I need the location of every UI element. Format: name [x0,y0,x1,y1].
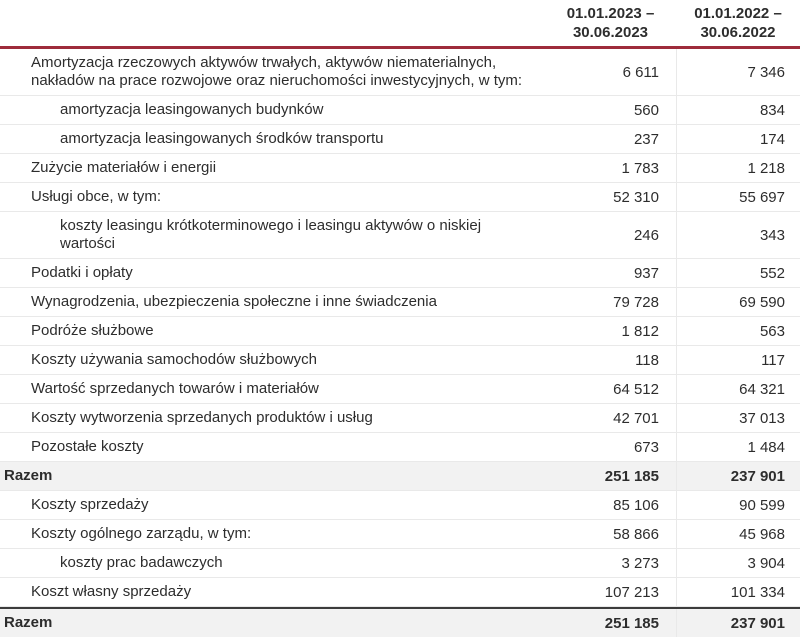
row-value-2023: 246 [633,226,659,244]
table-row [0,96,800,125]
row-value-2022: 37 013 [676,404,800,432]
row-value-2022: 3 904 [676,549,800,577]
row-label: Podatki i opłaty [31,264,133,281]
row-value-2023: 107 213 [604,583,659,601]
row-label: Pozostałe koszty [31,438,144,455]
row-value-2023: 673 [633,438,659,456]
row-value-2022: 174 [676,125,800,153]
row-label: koszty prac badawczych [60,554,223,571]
period-2023-line2: 30.06.2023 [572,24,649,41]
row-label: amortyzacja leasingowanych budynków [60,101,324,118]
row-value-2022: 90 599 [676,491,800,519]
table-row [0,288,800,317]
row-label: Podróże służbowe [31,322,154,339]
row-label: Usługi obce, w tym: [31,188,162,205]
row-label: Koszt własny sprzedaży [31,583,192,600]
row-value-2023: 6 611 [622,63,659,81]
row-value-2022: 55 697 [676,183,800,211]
row-value-2023: 58 866 [613,525,659,543]
row-value-2023: 937 [633,264,659,282]
row-value-2023: 251 185 [604,614,659,632]
table-row [0,346,800,375]
table-header-row [0,0,800,49]
row-value-2023: 3 273 [621,554,659,572]
table-row [0,520,800,549]
row-value-2023: 42 701 [613,409,659,427]
row-value-2022: 834 [676,96,800,124]
table-row [0,125,800,154]
table-row [0,154,800,183]
row-label: Koszty ogólnego zarządu, w tym: [31,525,252,542]
row-label: Koszty sprzedaży [31,496,149,513]
row-value-2022: 45 968 [676,520,800,548]
table-row [0,549,800,578]
row-label: Wartość sprzedanych towarów i materiałów [31,380,319,397]
row-label: Amortyzacja rzeczowych aktywów trwałych, aktywów niematerialnych, nakładów na prace rozwojowe oraz nieruchomości inwestycyjnych, w tym: [31,54,523,89]
table-row [0,183,800,212]
row-value-2023: 118 [635,351,659,369]
row-value-2022: 101 334 [676,578,800,606]
period-2022-line2: 30.06.2022 [700,24,776,41]
row-value-2023: 251 185 [604,467,659,485]
column-header-period-2022 [676,0,800,46]
row-value-2022: 1 484 [676,433,800,461]
row-label: Razem [4,614,53,631]
row-value-2022: 237 901 [676,462,800,490]
table-row [0,259,800,288]
row-value-2022: 64 321 [676,375,800,403]
table-row [0,433,800,462]
column-header-period-2023 [545,0,676,46]
row-value-2022: 237 901 [676,609,800,637]
table-body [0,49,800,637]
table-row [0,375,800,404]
row-label: Zużycie materiałów i energii [31,159,217,176]
row-label: koszty leasingu krótkoterminowego i leasingu aktywów o niskiej wartości [60,217,482,252]
row-value-2023: 52 310 [613,188,659,206]
row-value-2022: 69 590 [676,288,800,316]
table-row [0,491,800,520]
row-value-2023: 1 812 [621,322,659,340]
row-label: Koszty wytworzenia sprzedanych produktów i usług [31,409,373,426]
row-label: Razem [4,467,53,484]
table-row [0,49,800,96]
table-row [0,404,800,433]
row-value-2023: 85 106 [613,496,659,514]
row-value-2023: 1 783 [621,159,659,177]
table-row [0,317,800,346]
period-2022-line1: 01.01.2022 – [694,5,782,22]
header-empty-cell [0,0,545,46]
row-value-2023: 237 [633,130,659,148]
row-value-2022: 7 346 [676,49,800,95]
period-2023-line1: 01.01.2023 – [566,5,655,22]
row-value-2023: 560 [633,101,659,119]
row-value-2022: 343 [676,212,800,258]
row-label: Wynagrodzenia, ubezpieczenia społeczne i inne świadczenia [31,293,437,310]
table-row [0,212,800,259]
row-value-2022: 552 [676,259,800,287]
row-value-2023: 64 512 [613,380,659,398]
table-row [0,462,800,491]
table-row [0,578,800,607]
row-label: Koszty używania samochodów służbowych [31,351,317,368]
table-row [0,607,800,637]
row-label: amortyzacja leasingowanych środków transportu [60,130,384,147]
row-value-2022: 117 [676,346,800,374]
row-value-2023: 79 728 [613,293,659,311]
row-value-2022: 563 [676,317,800,345]
row-value-2022: 1 218 [676,154,800,182]
